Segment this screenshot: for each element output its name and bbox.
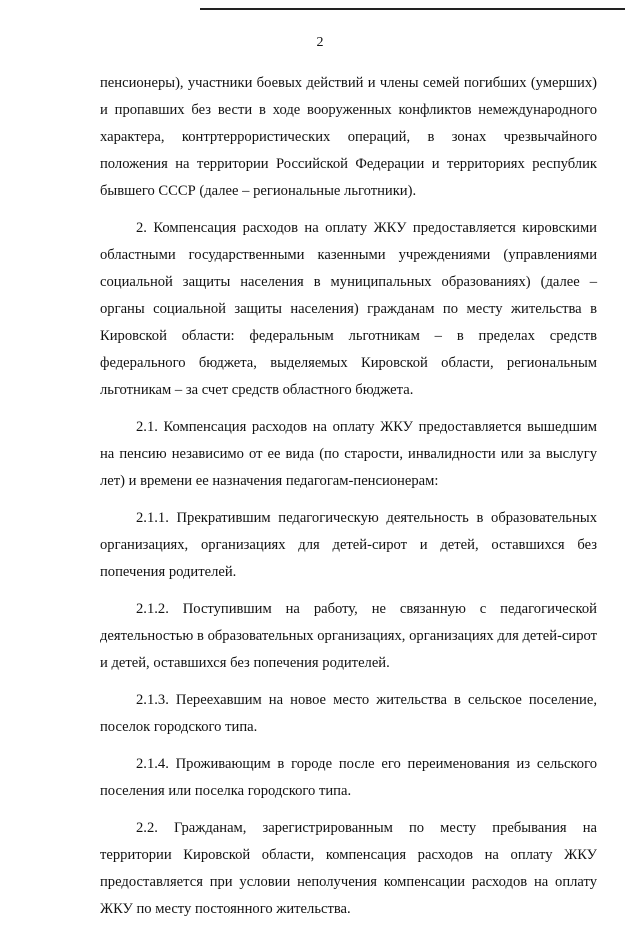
paragraph-continuation: пенсионеры), участники боевых действий и члены семей погибших (умерших) и пропавших без вести в ходе вооруженных конфликтов немеждународного характера, контртеррористических операций, в зонах чрезвычайного положения на территории Российской Федерации и территориях республик бывшего СССР (далее – региональные льготники). <box>100 75 597 199</box>
paragraph-2-1-1: 2.1.1. Прекратившим педагогическую деятельность в образовательных организациях, организациях для детей-сирот и детей, оставшихся без попечения родителей. <box>100 510 597 580</box>
document-body <box>100 70 597 933</box>
page-number: 2 <box>316 35 324 50</box>
paragraph-2: 2. Компенсация расходов на оплату ЖКУ предоставляется кировскими областными государственными казенными учреждениями (управлениями социальной защиты населения в муниципальных образованиях) (далее – органы социальной защиты населения) гражданам по месту жительства в Кировской области: федеральным льготникам – в пределах средств федерального бюджета, выделяемых Кировской области, региональным льготникам – за счет средств областного бюджета. <box>100 220 597 398</box>
paragraph-2-1-3: 2.1.3. Переехавшим на новое место жительства в сельское поселение, поселок городского типа. <box>100 692 597 735</box>
paragraph-2-1: 2.1. Компенсация расходов на оплату ЖКУ предоставляется вышедшим на пенсию независимо от ее вида (по старости, инвалидности или за выслугу лет) и времени ее назначения педагогам-пенсионерам: <box>100 419 597 489</box>
paragraph-2-2: 2.2. Гражданам, зарегистрированным по месту пребывания на территории Кировской области, компенсация расходов на оплату ЖКУ предоставляется при условии неполучения компенсации расходов на оплату ЖКУ по месту постоянного жительства. <box>100 820 597 917</box>
paragraph-2-1-4: 2.1.4. Проживающим в городе после его переименования из сельского поселения или поселка городского типа. <box>100 756 597 799</box>
paragraph-2-1-2: 2.1.2. Поступившим на работу, не связанную с педагогической деятельностью в образовательных организациях, организациях для детей-сирот и детей, оставшихся без попечения родителей. <box>100 601 597 671</box>
header-rule <box>200 8 625 10</box>
